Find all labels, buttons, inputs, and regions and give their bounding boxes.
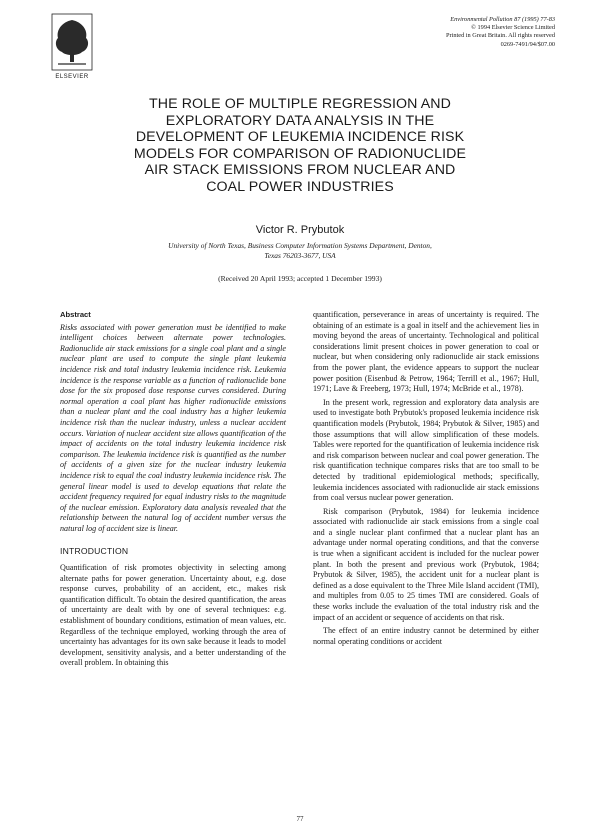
title-line: DEVELOPMENT OF LEUKEMIA INCIDENCE RISK <box>135 129 465 145</box>
title-line: EXPLORATORY DATA ANALYSIS IN THE <box>165 112 435 129</box>
left-column <box>60 310 286 669</box>
body-paragraph: The effect of an entire industry cannot be determined by either normal operating conditions or accident <box>313 626 539 646</box>
affiliation-line: Texas 76203-3677, USA <box>264 250 336 260</box>
received-dates: (Received 20 April 1993; accepted 1 December 1993) <box>218 274 382 283</box>
abstract-text: Risks associated with power generation must be identified to make intelligent choices between alternate power technologies. Radionuclide air stack emissions for a single coal plant and a single nuclear plant are used to compute the single plant leukemia incidence risk and total industry leukemia incidence risk. Leukemia incidence is the response variable as a function of radionuclide bone dose for the six proposed dose response curves considered. During normal operation a coal plant has higher radionuclide emissions than a nuclear plant and the coal industry has a higher leukemia incidence risk than the nuclear industry, unless a nuclear accident occurs. Variation of nuclear accident size allows quantification of the impact of accidents on the total industry leukemia incidence risk comparison. The leukemia incidence risk is quantified as the number of accidents of a given size for the nuclear industry leukemia incidence risk to equal the coal industry leukemia incidence risk. The general linear model is used to develop equations that relate the accident frequency required for equal industry risks to the magnitude of the nuclear emission. Exploratory data analysis revealed that the relationship between the natural log of accident number versus the natural log of accident size is linear. <box>60 322 286 533</box>
issn-line: 0269-7491/94/$07.00 <box>500 40 555 48</box>
author-affiliation <box>100 241 500 260</box>
introduction-paragraph: Quantification of risk promotes objectivity in selecting among alternate paths for power generation. Uncertainty about, e.g. dose response curves, probability of an accident, etc., makes risk quantification difficult. To obtain the desired quantification, the areas of uncertainty are dealt with by one of several techniques: e.g. establishment of boundary conditions, estimation of mean values, etc. Regardless of the technique employed, working through the area of uncertainty has advantages for its own sake because it leads to model development, sensitivity analysis, and a better understanding of the overall problem. In obtaining this <box>60 563 286 668</box>
journal-info <box>446 16 555 49</box>
title-line: MODELS FOR COMPARISON OF RADIONUCLIDE <box>133 145 467 162</box>
title-line: AIR STACK EMISSIONS FROM NUCLEAR AND <box>144 162 456 178</box>
printed-line: Printed in Great Britain. All rights reserved <box>446 32 555 40</box>
right-column <box>313 310 539 647</box>
author-name: Victor R. Prybutok <box>255 224 345 236</box>
elsevier-tree-icon <box>50 12 94 72</box>
title-line: THE ROLE OF MULTIPLE REGRESSION AND <box>148 96 452 112</box>
logo-wordmark: ELSEVIER <box>55 74 89 80</box>
body-paragraph: Risk comparison (Prybutok, 1984) for leukemia incidence associated with radionuclide air stack emissions from a single coal and a single nuclear plant confirmed that a nuclear plant has an advantage under normal operating conditions, and that the converse is true when a significant accident is included for the nuclear power plant. In both the present and previous work (Prybutok, 1984; Prybutok & Silver, 1985), the accident unit for a nuclear plant is defined as a dose equivalent to the Three Mile Island accident (TMI), and multiples from 0.05 to 25 times TMI are considered. Goals of these works include the evaluation of the total industry risk and the impact of an accident or sequence of accidents on that risk. <box>313 506 539 622</box>
copyright-line: © 1994 Elsevier Science Limited <box>471 24 555 32</box>
page-number: 77 <box>296 815 304 823</box>
paper-title <box>60 96 540 195</box>
body-paragraph: quantification, perseverance in areas of uncertainty is required. The obtaining of an estimate is a goal in itself and the achievement lies in moving beyond the areas of uncertainty. Technological and political considerations limit present choices in power generation to coal or nuclear, but when considering only radionuclide air stack emissions from the power plant, the evidence appears to support the nuclear power position (Eisenbud & Petrow, 1964; Terrill et al., 1967; Hull, 1971; Lave & Freeberg, 1973; Hull, 1974; McBride et al., 1978). <box>313 310 539 394</box>
title-line: COAL POWER INDUSTRIES <box>206 178 394 195</box>
affiliation-line: University of North Texas, Business Computer Information Systems Department, Denton, <box>168 241 432 250</box>
body-paragraph: In the present work, regression and exploratory data analysis are used to investigate both Prybutok's proposed leukemia incidence risk quantification models (Prybutok, 1984; Prybutok & Silver, 1985) and those assumptions that will allow simplification of these models. Tables were reported for the quantification of leukemia incidence risk and risk comparison between nuclear and coal power generation. The risk quantification technique compares risks that are too small to be detected by traditional epidemiological methods; specifically, leukemia incidences associated with radionuclide air stack emissions from coal versus nuclear power generation. <box>313 397 539 503</box>
publisher-logo <box>50 12 94 80</box>
abstract-heading: Abstract <box>60 310 91 319</box>
journal-citation: Environmental Pollution 87 (1995) 77-83 <box>450 16 555 23</box>
introduction-heading: INTRODUCTION <box>60 546 129 557</box>
